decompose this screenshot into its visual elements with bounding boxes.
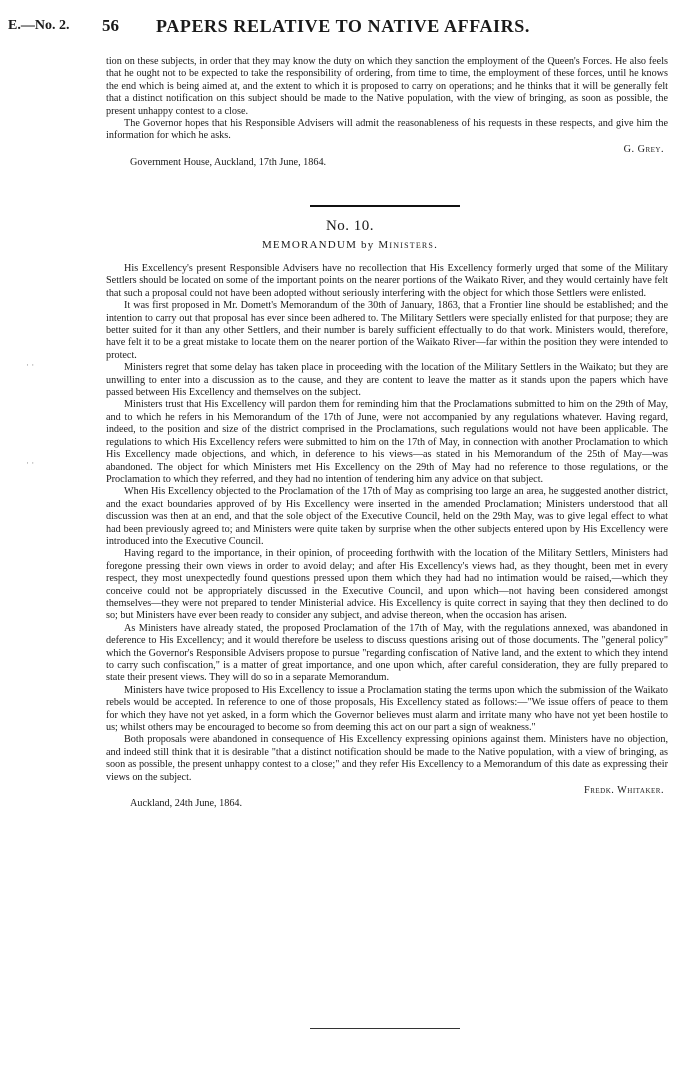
signature: Fredk. Whitaker. — [584, 785, 664, 797]
closing-divider — [310, 1028, 460, 1029]
dateline: Auckland, 24th June, 1864. — [130, 798, 243, 810]
dateline: Government House, Auckland, 17th June, 1864. — [130, 156, 327, 168]
page-header — [0, 16, 700, 40]
memo-paragraph: When His Excellency objected to the Proclamation of the 17th of May as comprising too large an area, he suggested another district, and the exact boundaries approved of by His Excellency were inserted in the amended Proclamation; Ministers understood that all discussion was then at an end, and that the sole object of the Executive Council, held on the 29th May, was to give legal effect to what had been previously agreed to; and Ministers were quite taken by surprise when the other subjects entered upon by His Excellency were introduced into the Executive Council. — [106, 486, 668, 547]
subtitle-by: by — [361, 239, 375, 251]
memo-paragraph: As Ministers have already stated, the proposed Proclamation of the 17th of May, with the regulations annexed, was abandoned in deference to His Excellency; and it would therefore be useless to discuss questions arising out of those documents. The "general policy" which the Governor's Responsible Advisers propose to pursue "regarding confiscation of Native land, and the extent to which they intend to carry such confiscation," is a matter of great importance, and one upon which, after careful consideration, they are fully prepared to state their present views. They will do so in a separate Memorandum. — [106, 622, 668, 684]
memo-paragraph: It was first proposed in Mr. Domett's Memorandum of the 30th of January, 1863, that a Frontier line should be established; and the intention to carry out that proposal has ever since been adhered to. The Military Settlers were specially enlisted for that purpose; they are better suited for it than any other Settlers, and their number is barely sufficient effectually to do that work. Ministers would, therefore, have felt it to be a great mistake to locate them on the nearer portion of the Waikato River—far within the position they were intended to protect. — [106, 300, 668, 361]
memo-paragraph: Having regard to the importance, in their opinion, of proceeding forthwith with the location of the Military Settlers, Ministers had foregone pressing their own views in order to avoid delay; and after His Excellency's views had, as they thought, been met in every respect, they most unexpectedly found questions pressed upon them which they had had no intimation would be raised,—which they conceive could not be appropriately discussed in the Executive Council, and upon which—not having been considered amongst themselves—they were not prepared to tender Ministerial advice. His Excellency is quite correct in saying that they then declined to do so; but Ministers have ever been ready to consider any subject, and advise thereon, when the occasion has arisen. — [106, 548, 668, 622]
memorandum-body — [106, 263, 668, 810]
memo-paragraph: Ministers have twice proposed to His Excellency to issue a Proclamation stating the terms upon which the submission of the Waikato rebels would be accepted. In reference to one of those proposals, His Excellency stated as follows:—"We issue offers of peace to them for which they have not yet asked, in a form which the Governor believes must alarm and irritate many who have not yet been hostile to us; whilst others may be encouraged to become so from deeming this act on our part a sign of weakness." — [106, 684, 668, 734]
running-title: PAPERS RELATIVE TO NATIVE AFFAIRS. — [156, 16, 530, 36]
memo-paragraph: His Excellency's present Responsible Advisers have no recollection that His Excellency formerly urged that some of the Military Settlers should be located on some of the important points on the nearer portions of the Waikato River, and they would certainly have felt that such a proposal could not have been adopted without seriously interfering with the object for which those Settlers were enlisted. — [106, 263, 668, 299]
intro-paragraph: tion on these subjects, in order that they may know the duty on which they sanction the employment of the Queen's Forces. He also feels that he ought not to be expected to take the responsibility of ordering, from time to time, the employment of these forces, until he knows the end which is being aimed at, and the extent to which it is proposed to carry on operations; and he thinks that it will be generally felt that a distinct notification on this subject should be made to the Native population, with the view of bringing, as soon as possible, the present unhappy contest to a close. — [106, 56, 668, 117]
section-subtitle — [0, 239, 700, 251]
paper-reference: E.—No. 2. — [8, 18, 70, 33]
subtitle-author: Ministers. — [378, 239, 439, 251]
page-number: 56 — [102, 16, 119, 35]
margin-mark: · · — [26, 360, 35, 370]
signature: G. Grey. — [623, 143, 664, 155]
memo-paragraph: Ministers trust that His Excellency will pardon them for reminding him that the Proclamations submitted to him on the 29th of May, and to which he refers in his Memorandum of the 17th of June, were not accompanied by any regulations whatever. Having regard, indeed, to the position and size of the district comprised in the Proclamations, such regulations would not have been applicable. The regulations to which His Excellency refers were submitted to him on the 17th of May, in connection with another Proclamation to which His Excellency made objections, and which, in deference to his views—as stated in his Memorandum of the 25th of May—was abandoned. The object for which Ministers met His Excellency on the 29th of May had no reference to those regulations, or the Proclamation to which they referred, and they had no intention of tendering him any advice on that subject. — [106, 399, 668, 485]
intro-paragraph: The Governor hopes that his Responsible Advisers will admit the reasonableness of his requests in these respects, and give him the information for which he asks. — [106, 118, 668, 142]
memo-paragraph: Both proposals were abandoned in consequence of His Excellency expressing opinions against them. Ministers have no objection, and indeed still think that it is desirable "that a distinct notification should be made to the Native population, with a view of bringing, as soon as possible, the present unhappy contest to a close;" and they refer His Excellency to a Memorandum of this date as expressing their views on the subject. — [106, 734, 668, 783]
subtitle-main: MEMORANDUM — [261, 239, 358, 251]
margin-mark: · · — [26, 458, 35, 468]
section-number: No. 10. — [325, 218, 375, 234]
section-divider — [310, 205, 460, 207]
intro-block — [106, 56, 668, 169]
memo-paragraph: Ministers regret that some delay has taken place in proceeding with the location of the Military Settlers in the Waikato; but they are unwilling to enter into a discussion as to the cause, and they are content to leave the matter as it stands upon the papers which have passed between His Excellency and themselves on the subject. — [106, 362, 668, 399]
